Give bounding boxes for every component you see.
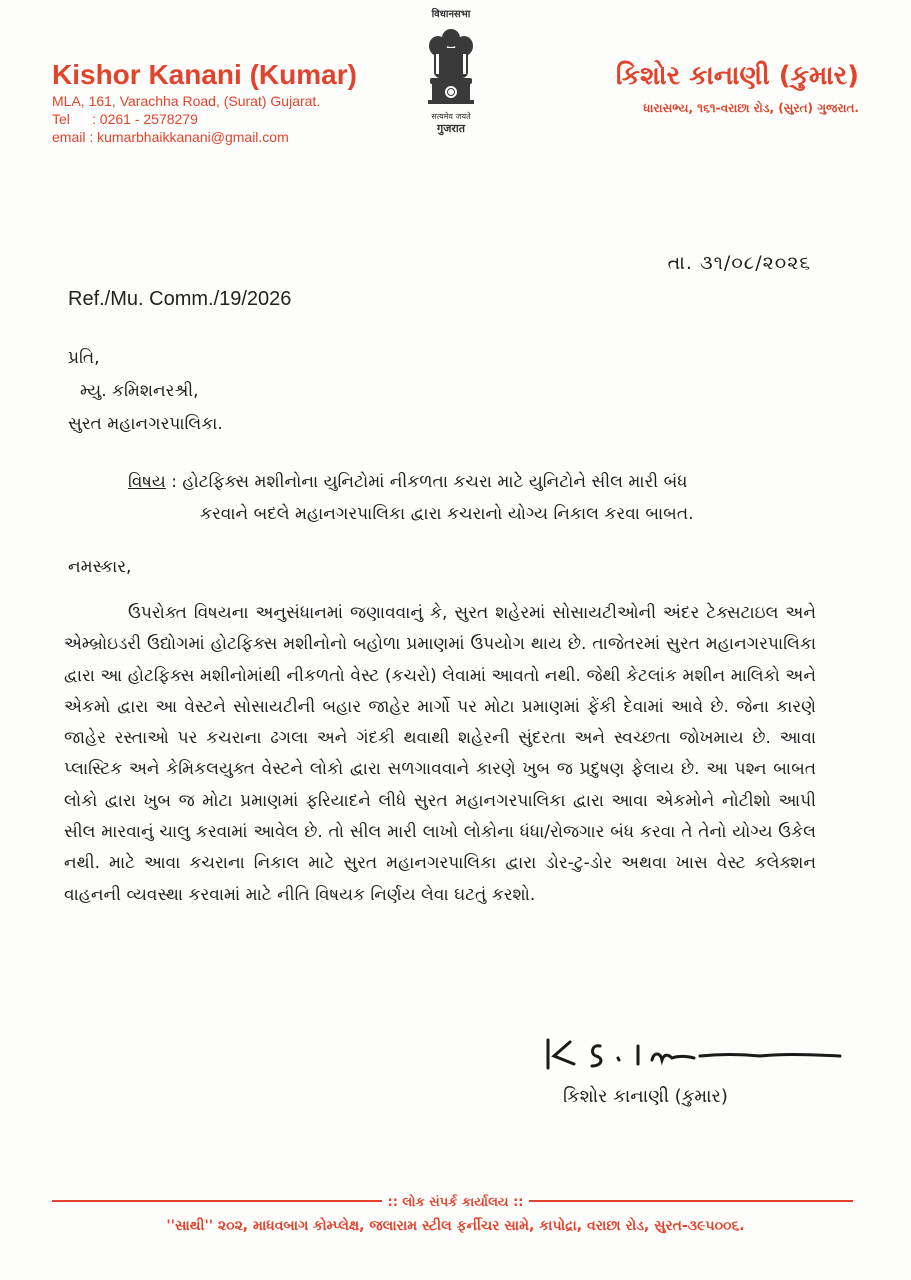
subject-block [128,466,828,530]
letterhead-english [52,58,402,146]
sender-address-gujarati: ધારાસભ્ય, ૧૬૧-વરાછા રોડ, (સુરત) ગુજરાત. [643,101,859,115]
telephone-label: Tel [52,111,70,127]
subject-line-2: કરવાને બદલે મહાનગરપાલિકા દ્વારા કચરાનો યોગ્ય નિકાલ કરવા બાબત. [200,504,694,524]
letter-date: તા. ૩૧/૦૮/૨૦૨૬ [667,252,811,274]
handwritten-signature [540,1032,860,1080]
letterhead-gujarati [519,58,859,118]
recipient-title: મ્યુ. કમિશનરશ્રી, [80,381,199,401]
lion-capital-icon [422,24,480,112]
body-paragraph: ઉપરોક્ત વિષયના અનુસંધાનમાં જણાવવાનું કે, સુરત શહેરમાં સોસાયટીઓની અંદર ટેક્સટાઇલ અને એમ્બ્રોઇડરી ઉદ્યોગમાં હોટફિક્સ મશીનોનો બહોળા પ્રમાણમાં ઉપયોગ થાય છે. તાજેતરમાં સુરત મહાનગરપાલિકા દ્વારા આ હોટફિક્સ મશીનોમાંથી નીકળતો વેસ્ટ (કચરો) લેવામાં આવતો નથી. જેથી કેટલાંક મશીન માલિકો અને એકમો દ્વારા આ વેસ્ટને સોસાયટીની બહાર જાહેર માર્ગો પર મોટા પ્રમાણમાં ફેંકી દેવામાં આવે છે. જેના કારણે જાહેર રસ્તાઓ પર કચરાના ઢગલા અને ગંદકી થવાથી શહેરની સુંદરતા અને સ્વચ્છતા જોખમાય છે. આવા પ્લાસ્ટિક અને કેમિકલયુક્ત વેસ્ટને લોકો દ્વારા સળગાવવાને કારણે ખુબ જ પ્રદુષણ ફેલાય છે. આ પશ્ન બાબત લોકો દ્વારા ખુબ જ મોટા પ્રમાણમાં ફરિયાદને લીધે સુરત મહાનગરપાલિકા દ્વારા આવા એકમોને નોટીશો આપી સીલ મારવાનું ચાલુ કરવામાં આવેલ છે. તો સીલ મારી લાખો લોકોના ધંધા/રોજગાર બંધ કરવા તે તેનો યોગ્ય ઉકેલ નથી. માટે આવા કચરાના નિકાલ માટે સુરત મહાનગરપાલિકા દ્વારા ડોર-ટુ-ડોર અથવા ખાસ વેસ્ટ કલેક્શન વાહનની વ્યવસ્થા કરવામાં માટે નીતિ વિષયક નિર્ણય લેવા ઘટતું કરશો. [64,603,816,905]
footer-title [0,1191,911,1210]
emblem-state: गुजरात [437,122,465,135]
sender-email: email : kumarbhaikkanani@gmail.com [52,129,289,145]
subject-text-1: હોટફિક્સ મશીનોના યુનિટોમાં નીકળતા કચરા માટે યુનિટોને સીલ મારી બંધ [182,472,688,492]
greeting: નમસ્કાર, [68,557,132,577]
recipient-prefix: પ્રતિ, [68,348,100,368]
sender-telephone [52,110,402,128]
footer-address: ''સાથી'' ૨૦૨, માધવબાગ કોમ્પ્લેક્ષ, જલારામ સ્ટીલ ફર્નીચર સામે, કાપોદ્રા, વરાછા રોડ, સુરત-૩૯૫૦૦૬. [166,1218,745,1234]
recipient-organization: સુરત મહાનગરપાલિકા. [68,414,223,434]
sender-name-gujarati: કિશોર કાનાણી (કુમાર) [615,61,859,91]
footer-title-text: :: લોક સંપર્ક કાર્યાલય :: [382,1195,530,1210]
subject-label: વિષય [128,472,166,492]
state-emblem [411,8,491,136]
emblem-top-text: विधानसभा [431,9,471,20]
recipient-block [68,342,223,441]
signer-name: કિશોર કાનાણી (કુમાર) [563,1086,728,1107]
sender-name-english: Kishor Kanani (Kumar) [52,59,357,90]
emblem-motto: सत्यमेव जयते [431,112,471,121]
subject-line-1: વિષય : હોટફિક્સ મશીનોના યુનિટોમાં નીકળતા કચરા માટે યુનિટોને સીલ મારી બંધ [128,472,688,492]
reference-number: Ref./Mu. Comm./19/2026 [68,288,292,310]
sender-address-english: MLA, 161, Varachha Road, (Surat) Gujarat. [52,93,321,109]
telephone-value: : 0261 - 2578279 [92,111,198,127]
